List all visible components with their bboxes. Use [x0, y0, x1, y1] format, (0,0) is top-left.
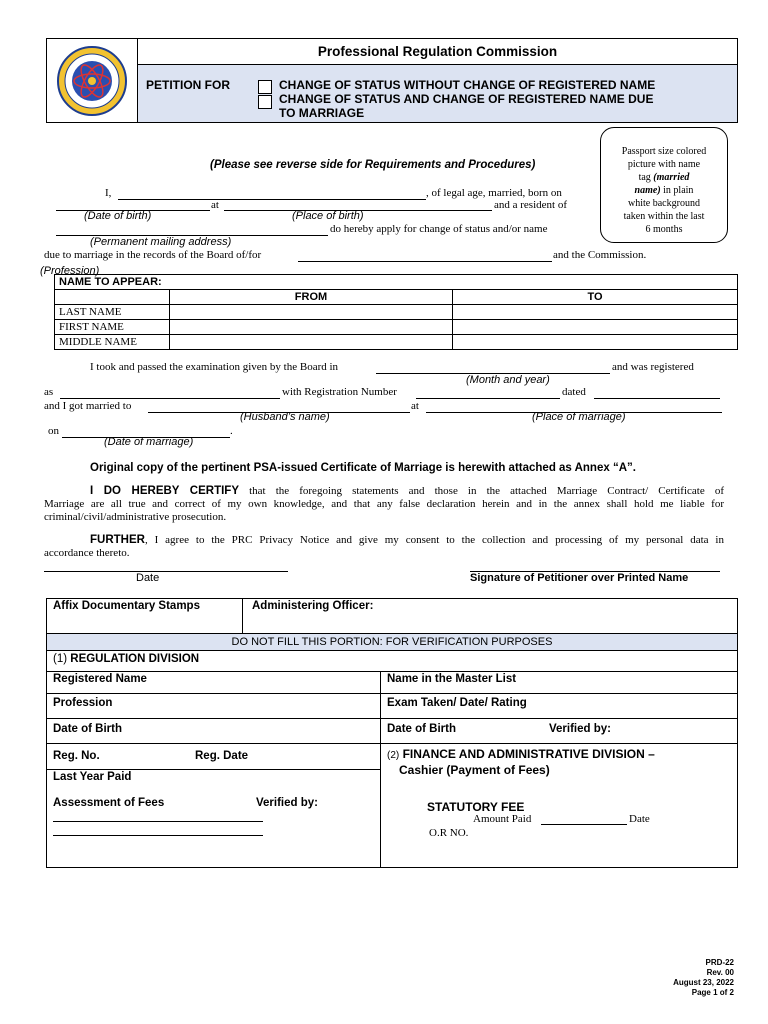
mailing-address-label: (Permanent mailing address)	[90, 236, 232, 248]
verification-banner: DO NOT FILL THIS PORTION: FOR VERIFICATION PURPOSES	[47, 633, 737, 651]
prc-seal-logo	[55, 45, 129, 117]
amount-paid-field[interactable]	[541, 824, 627, 825]
divider	[47, 693, 737, 694]
first-name-to-field[interactable]	[453, 320, 738, 335]
master-list-name-field[interactable]: Name in the Master List	[387, 673, 517, 685]
date-of-marriage-label: (Date of marriage)	[104, 436, 194, 448]
exam-taken-field[interactable]: Exam Taken/ Date/ Rating	[387, 697, 527, 709]
text-i: I,	[105, 187, 112, 199]
page-number: Page 1 of 2	[691, 988, 734, 997]
photo-instruction: taken within the last	[623, 211, 705, 222]
verification-section	[46, 598, 738, 868]
text-apply: do hereby apply for change of status and/or name	[330, 223, 548, 235]
row-label-middle-name: MIDDLE NAME	[55, 335, 170, 350]
photo-instruction: tag (married	[638, 172, 690, 183]
registration-date-field[interactable]	[594, 398, 720, 399]
divider	[47, 718, 737, 719]
verified-by-field-right[interactable]: Verified by:	[549, 723, 611, 735]
last-name-from-field[interactable]	[170, 305, 453, 320]
photo-instruction: white background	[628, 198, 700, 209]
text-took-exam: I took and passed the examination given by the Board in	[90, 361, 339, 373]
middle-name-to-field[interactable]	[453, 335, 738, 350]
divider	[380, 671, 381, 867]
dob-master-field[interactable]: Date of Birth	[387, 723, 456, 735]
first-name-from-field[interactable]	[170, 320, 453, 335]
or-number-label: O.R NO.	[429, 827, 469, 839]
text-registered: and was registered	[612, 361, 694, 373]
last-name-to-field[interactable]	[453, 305, 738, 320]
petition-date-field[interactable]	[44, 571, 288, 572]
text-as: as	[44, 386, 54, 398]
to-header: TO	[453, 290, 738, 305]
row-label-first-name: FIRST NAME	[55, 320, 170, 335]
finance-division-heading: (2) FINANCE AND ADMINISTRATIVE DIVISION –	[387, 747, 655, 761]
from-header: FROM	[170, 290, 453, 305]
option-change-status-and-name: CHANGE OF STATUS AND CHANGE OF REGISTERED NAME DUE	[279, 92, 654, 106]
profession-verify-field[interactable]: Profession	[53, 697, 113, 709]
amount-paid-label: Amount Paid	[473, 813, 532, 825]
reg-no-field[interactable]: Reg. No.	[53, 750, 100, 762]
petition-for-label: PETITION FOR	[146, 78, 230, 92]
husband-name-label: (Husband’s name)	[240, 411, 330, 423]
reg-date-field[interactable]: Reg. Date	[195, 750, 249, 762]
divider	[242, 599, 243, 633]
form-footer	[673, 958, 734, 998]
agency-title: Professional Regulation Commission	[138, 39, 737, 65]
text-at-place: at	[411, 400, 419, 412]
text-on: on	[48, 425, 59, 437]
form-date: August 23, 2022	[673, 978, 734, 987]
logo-cell	[47, 39, 138, 122]
form-code: PRD-22	[705, 958, 734, 967]
option-change-status-only: CHANGE OF STATUS WITHOUT CHANGE OF REGISTERED NAME	[279, 78, 656, 92]
text-legal-age: , of legal age, married, born on	[426, 187, 562, 199]
month-year-label: (Month and year)	[466, 374, 550, 386]
profession-label: (Profession)	[40, 265, 100, 277]
text-dated: dated	[562, 386, 586, 398]
applicant-name-field[interactable]	[118, 199, 426, 200]
text-registration-number: with Registration Number	[282, 386, 397, 398]
assessment-line-1[interactable]	[53, 821, 263, 822]
divider	[47, 769, 380, 770]
divider	[47, 671, 737, 672]
payment-date-label: Date	[629, 813, 650, 825]
names-table	[54, 274, 738, 350]
text-married-to: and I got married to	[44, 400, 132, 412]
assessment-of-fees-label: Assessment of Fees	[53, 797, 165, 809]
text-due-to: due to marriage in the records of the Board of/for	[44, 249, 262, 261]
middle-name-from-field[interactable]	[170, 335, 453, 350]
photo-instruction: picture with name	[627, 159, 701, 170]
photo-box[interactable]	[600, 127, 728, 243]
place-of-birth-label: (Place of birth)	[292, 210, 364, 222]
checkbox-change-status-and-name[interactable]	[258, 95, 272, 109]
assessment-line-2[interactable]	[53, 835, 263, 836]
form-revision: Rev. 00	[706, 968, 734, 977]
documentary-stamps-box[interactable]: Affix Documentary Stamps	[53, 600, 200, 612]
certification-paragraph: I DO HEREBY CERTIFY that the foregoing statements and those in the attached Marriage Contract/ Certificate of Marriage are all true and correct of my own knowledge, and that any false declaration herein and in the annex shall hold me liable for criminal/civil/administrative prosecution.	[44, 485, 724, 523]
registered-name-field[interactable]: Registered Name	[53, 673, 147, 685]
cashier-subheading: Cashier (Payment of Fees)	[399, 763, 550, 777]
date-label: Date	[136, 572, 160, 584]
photo-instruction: Passport size colored	[621, 146, 707, 157]
verified-by-field-left[interactable]: Verified by:	[256, 797, 318, 809]
regulation-division-heading: (1) REGULATION DIVISION	[53, 653, 200, 665]
privacy-consent-paragraph: FURTHER, I agree to the PRC Privacy Notice and give my consent to the collection and processing of my personal data in accordance thereto.	[44, 534, 724, 559]
text-period: .	[230, 425, 233, 437]
date-of-birth-label: (Date of birth)	[84, 210, 152, 222]
empty-header-cell	[55, 290, 170, 305]
names-table-title: NAME TO APPEAR:	[55, 275, 738, 290]
registered-as-field[interactable]	[60, 398, 280, 399]
petition-for-row	[138, 65, 737, 122]
photo-instruction: 6 months	[645, 224, 683, 235]
reverse-side-note: (Please see reverse side for Requirements and Procedures)	[210, 159, 536, 171]
place-of-marriage-label: (Place of marriage)	[532, 411, 626, 423]
administering-officer-field[interactable]: Administering Officer:	[252, 600, 374, 612]
registration-number-field[interactable]	[416, 398, 560, 399]
row-label-last-name: LAST NAME	[55, 305, 170, 320]
text-at: at	[211, 199, 219, 211]
form-header	[46, 38, 738, 123]
board-field[interactable]	[298, 261, 552, 262]
annex-statement: Original copy of the pertinent PSA-issued Certificate of Marriage is herewith attached as Annex “A”.	[90, 462, 636, 474]
last-year-paid-field[interactable]: Last Year Paid	[53, 771, 132, 783]
text-commission: and the Commission.	[553, 249, 647, 261]
checkbox-change-status-only[interactable]	[258, 80, 272, 94]
text-resident-of: and a resident of	[494, 199, 567, 211]
divider	[47, 743, 737, 744]
signature-label: Signature of Petitioner over Printed Name	[470, 572, 689, 584]
dob-verify-field[interactable]: Date of Birth	[53, 723, 122, 735]
statutory-fee-label: STATUTORY FEE	[427, 800, 525, 814]
option-change-status-and-name-cont: TO MARRIAGE	[279, 106, 365, 120]
photo-instruction: name) in plain	[634, 185, 694, 196]
